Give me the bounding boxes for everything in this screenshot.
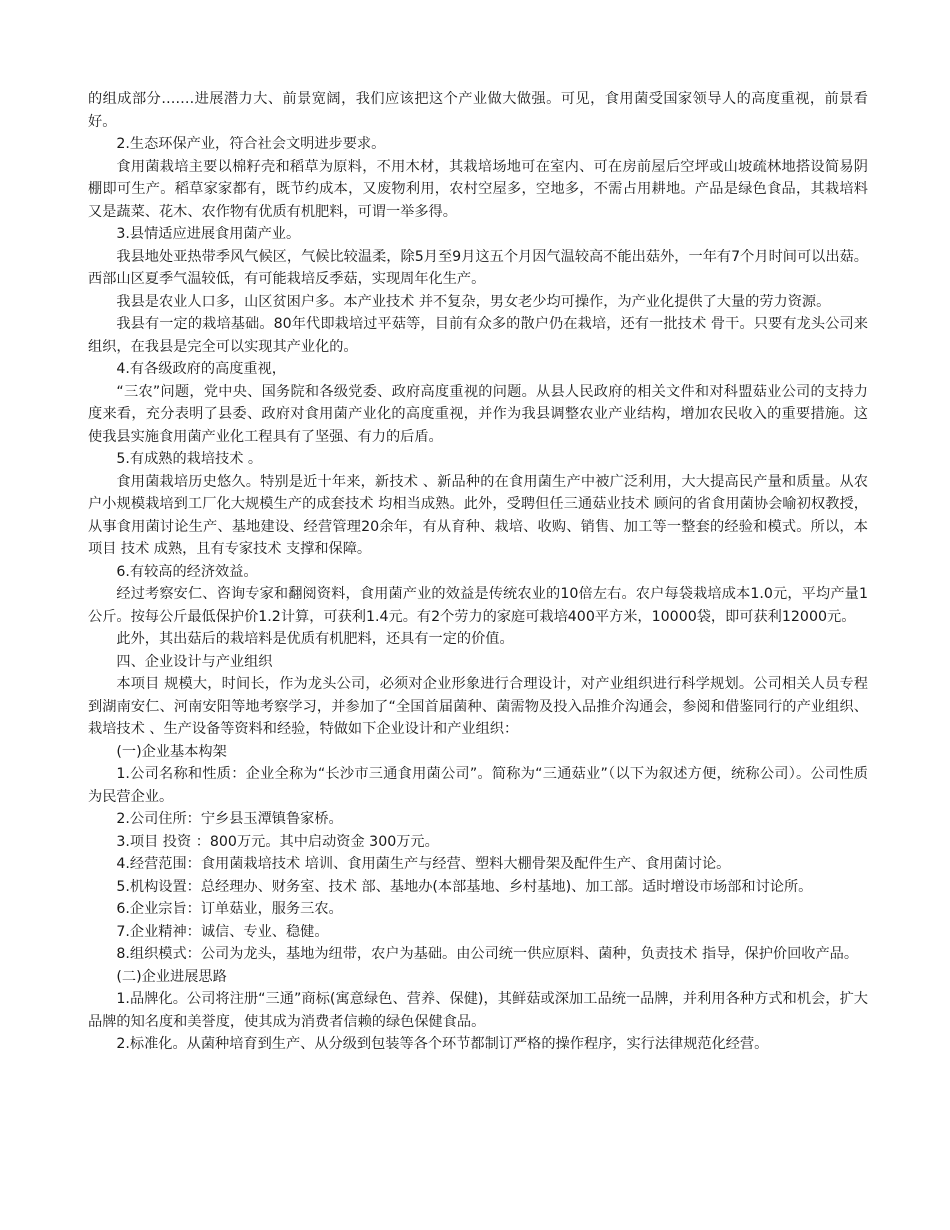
paragraph-project-investment: 3.项目 投资 ：800万元。其中启动资金 300万元。 — [116, 833, 439, 850]
paragraph-heading-county-conditions: 3.县情适应进展食用菌产业。 — [116, 226, 301, 242]
paragraph-heading-government-support: 4.有各级政府的高度重视， — [116, 361, 286, 377]
paragraph-organization-model: 8.组织模式：公司为龙头，基地为纽带，农户为基础。由公司统一供应原料、菌种，负责技术 指导，保护价回收产品。 — [116, 946, 859, 962]
paragraph-standardization: 2.标准化。从菌种培育到生产、从分级到包装等各个环节都制订严格的操作程序，实行法律规范化经营。 — [116, 1036, 769, 1052]
paragraph-branding: 1.品牌化。公司将注册“三通”商标(寓意绿色、营养、保健)，其鲜菇或深加工品统一品牌，并利用各种方式和机会，扩大品牌的知名度和美誉度，使其成为消费者信赖的绿色保健食品。 — [88, 991, 868, 1030]
paragraph-mature-technology: 食用菌栽培历史悠久。特别是近十年来，新技术 、新品种的在食用菌生产中被广泛利用，大大提高民产量和质量。从农户小规模栽培到工厂化大规模生产的成套技术 均相当成熟。此外，受聘但任三通菇业技术 顾问的省食用菌协会喻初权教授，从事食用菌讨论生产、基地建设、经营管理20余年，有从育种、栽培、收购、销售、加工等一整套的经验和模式。所以，本项目 技术 成熟，且有专家技术 支撑和保障。 — [88, 473, 868, 557]
paragraph-labor-resources: 我县是农业人口多，山区贫困户多。本产业技术 并不复杂，男女老少均可操作，为产业化提供了大量的劳力资源。 — [116, 293, 831, 310]
paragraph-enterprise-spirit: 7.企业精神：诚信、专业、稳健。 — [116, 923, 329, 940]
paragraph-organization-setup: 5.机构设置：总经理办、财务室、技术 部、基地办(本部基地、乡村基地)、加工部。适时增设市场部和讨论所。 — [116, 878, 813, 895]
paragraph-enterprise-purpose: 6.企业宗旨：订单菇业，服务三农。 — [116, 901, 343, 917]
subsection-heading-development-ideas: (二)企业进展思路 — [116, 968, 227, 985]
paragraph-enterprise-design-intro: 本项目 规模大，时间长，作为龙头公司，必须对企业形象进行合理设计，对产业组织进行科学规划。公司相关人员专程到湖南安仁、河南安阳等地考察学习，并参加了“全国首届菌种、菌需物及投入品推介沟通会，参阅和借鉴同行的产业组织、栽培技术 、生产设备等资料和经验，特做如下企业设计和产业组织： — [88, 676, 868, 737]
paragraph-company-address: 2.公司住所：宁乡县玉潭镇鲁家桥。 — [116, 811, 343, 827]
paragraph-cultivation-base: 我县有一定的栽培基础。80年代即栽培过平菇等，目前有众多的散户仍在栽培，还有一批技术 骨干。只要有龙头公司来组织，在我县是完全可以实现其产业化的。 — [88, 316, 868, 355]
paragraph-economic-benefit: 经过考察安仁、咨询专家和翻阅资料，食用菌产业的效益是传统农业的10倍左右。农户每袋栽培成本1.0元，平均产量1公斤。按每公斤最低保护价1.2计算，可获利1.4元。有2个劳力的家庭可栽培400平方米，10000袋，即可获利12000元。 — [88, 586, 868, 625]
paragraph-climate: 我县地处亚热带季风气候区，气候比较温柔，除5月至9月这五个月因气温较高不能出菇外，一年有7个月时间可以出菇。西部山区夏季气温较低，有可能栽培反季菇，实现周年化生产。 — [88, 248, 868, 287]
paragraph-fertilizer-value: 此外，其出菇后的栽培料是优质有机肥料，还具有一定的价值。 — [116, 631, 514, 647]
document-body — [88, 88, 868, 1056]
paragraph-government-support: “三农”问题，党中央、国务院和各级党委、政府高度重视的问题。从县人民政府的相关文件和对科盟菇业公司的支持力度来看，充分表明了县委、政府对食用菌产业化的高度重视，并作为我县调整农业产业结构，增加农民收入的重要措施。这使我县实施食用菌产业化工程具有了坚强、有力的后盾。 — [88, 383, 868, 445]
section-heading-enterprise-design: 四、企业设计与产业组织 — [116, 653, 273, 670]
subsection-heading-basic-structure: (一)企业基本构架 — [116, 743, 227, 760]
paragraph-heading-mature-technology: 5.有成熟的栽培技术 。 — [116, 451, 263, 467]
paragraph-eco-industry: 食用菌栽培主要以棉籽壳和稻草为原料，不用木材，其栽培场地可在室内、可在房前屋后空坪或山坡疏林地搭设简易阴棚即可生产。稻草家家都有，既节约成本，又废物利用，农村空屋多，空地多，不需占用耕地。产品是绿色食品，其栽培料又是蔬菜、花木、农作物有优质有机肥料，可谓一举多得。 — [88, 158, 868, 220]
paragraph-heading-eco-industry: 2.生态环保产业，符合社会文明进步要求。 — [116, 136, 386, 152]
paragraph-company-name: 1.公司名称和性质：企业全称为“长沙市三通食用菌公司”。简称为“三通菇业”（以下为叙述方便，统称公司）。公司性质为民营企业。 — [88, 766, 868, 805]
paragraph-intro-continuation: 的组成部分…….进展潜力大、前景宽阔，我们应该把这个产业做大做强。可见，食用菌受国家领导人的高度重视，前景看好。 — [88, 91, 868, 130]
paragraph-heading-economic-benefit: 6.有较高的经济效益。 — [116, 563, 258, 580]
paragraph-business-scope: 4.经营范围：食用菌栽培技术 培训、食用菌生产与经营、塑料大棚骨架及配件生产、食用菌讨论。 — [116, 856, 731, 872]
